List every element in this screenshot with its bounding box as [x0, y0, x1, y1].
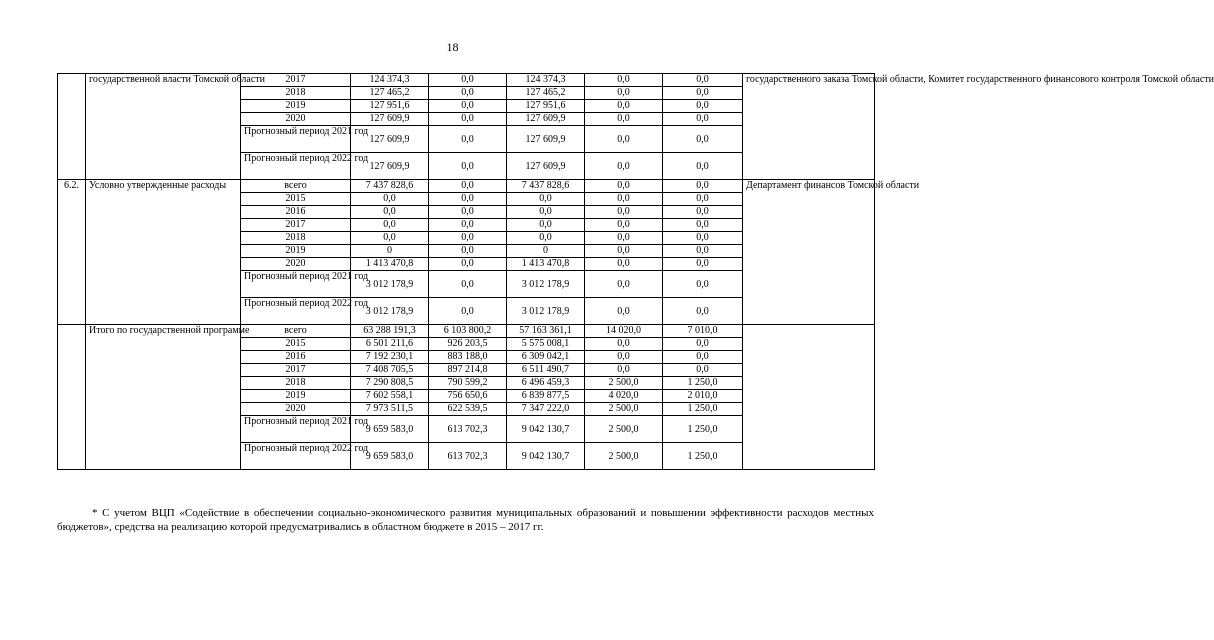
- period-cell: 2015: [241, 338, 351, 351]
- value-cell: 613 702,3: [429, 443, 507, 470]
- value-cell: 3 012 178,9: [507, 298, 585, 325]
- value-cell: 2 500,0: [585, 416, 663, 443]
- value-cell: 0,0: [663, 232, 743, 245]
- value-cell: 6 103 800,2: [429, 325, 507, 338]
- value-cell: 0,0: [429, 232, 507, 245]
- value-cell: 0,0: [429, 113, 507, 126]
- value-cell: 0,0: [663, 100, 743, 113]
- period-cell: 2018: [241, 377, 351, 390]
- value-cell: 9 042 130,7: [507, 416, 585, 443]
- period-cell: 2016: [241, 206, 351, 219]
- value-cell: 6 496 459,3: [507, 377, 585, 390]
- value-cell: 0,0: [585, 126, 663, 153]
- period-cell: 2019: [241, 390, 351, 403]
- value-cell: 883 188,0: [429, 351, 507, 364]
- value-cell: 127 609,9: [507, 153, 585, 180]
- value-cell: 1 250,0: [663, 403, 743, 416]
- value-cell: 0,0: [663, 153, 743, 180]
- value-cell: 14 020,0: [585, 325, 663, 338]
- value-cell: 0,0: [429, 153, 507, 180]
- value-cell: 0,0: [663, 180, 743, 193]
- page-number: 18: [446, 40, 459, 54]
- value-cell: 0,0: [663, 258, 743, 271]
- value-cell: 926 203,5: [429, 338, 507, 351]
- value-cell: 1 250,0: [663, 377, 743, 390]
- period-cell: Прогнозный период 2022 год: [241, 153, 351, 180]
- value-cell: 0,0: [663, 219, 743, 232]
- value-cell: 0,0: [585, 219, 663, 232]
- value-cell: 57 163 361,1: [507, 325, 585, 338]
- value-cell: 2 500,0: [585, 403, 663, 416]
- value-cell: 7 347 222,0: [507, 403, 585, 416]
- value-cell: 5 575 008,1: [507, 338, 585, 351]
- value-cell: 0,0: [429, 180, 507, 193]
- section-number: [58, 74, 86, 180]
- value-cell: 127 951,6: [351, 100, 429, 113]
- value-cell: 0,0: [429, 206, 507, 219]
- value-cell: 127 951,6: [507, 100, 585, 113]
- value-cell: 124 374,3: [351, 74, 429, 87]
- value-cell: 0,0: [585, 271, 663, 298]
- value-cell: 7 973 511,5: [351, 403, 429, 416]
- value-cell: 3 012 178,9: [351, 271, 429, 298]
- value-cell: 0,0: [507, 193, 585, 206]
- section-number: [58, 325, 86, 470]
- value-cell: 0,0: [585, 206, 663, 219]
- table-row: [58, 325, 875, 338]
- value-cell: 0,0: [663, 113, 743, 126]
- value-cell: 613 702,3: [429, 416, 507, 443]
- period-cell: 2020: [241, 403, 351, 416]
- value-cell: 7 437 828,6: [351, 180, 429, 193]
- value-cell: 1 413 470,8: [507, 258, 585, 271]
- value-cell: 0,0: [585, 298, 663, 325]
- value-cell: 0,0: [507, 206, 585, 219]
- period-cell: 2017: [241, 364, 351, 377]
- period-cell: Прогнозный период 2022 год: [241, 298, 351, 325]
- value-cell: 7 290 808,5: [351, 377, 429, 390]
- value-cell: 0,0: [429, 74, 507, 87]
- footnote: [57, 506, 874, 534]
- value-cell: 622 539,5: [429, 403, 507, 416]
- value-cell: 4 020,0: [585, 390, 663, 403]
- value-cell: 897 214,8: [429, 364, 507, 377]
- value-cell: 127 609,9: [351, 153, 429, 180]
- value-cell: 0,0: [663, 271, 743, 298]
- section-number: 6.2.: [58, 180, 86, 325]
- value-cell: 0: [351, 245, 429, 258]
- period-cell: 2016: [241, 351, 351, 364]
- value-cell: 0,0: [585, 153, 663, 180]
- value-cell: 0,0: [585, 180, 663, 193]
- section-name: Итого по государственной программе: [86, 325, 241, 470]
- value-cell: 0,0: [663, 74, 743, 87]
- period-cell: 2017: [241, 74, 351, 87]
- period-cell: 2015: [241, 193, 351, 206]
- table-row: [58, 180, 875, 193]
- value-cell: 0,0: [585, 74, 663, 87]
- value-cell: 0,0: [429, 193, 507, 206]
- period-cell: Прогнозный период 2022 год: [241, 443, 351, 470]
- period-cell: 2017: [241, 219, 351, 232]
- value-cell: 0,0: [585, 338, 663, 351]
- value-cell: 0,0: [663, 364, 743, 377]
- responsible-executor: [743, 325, 875, 470]
- value-cell: 0,0: [429, 87, 507, 100]
- value-cell: 7 010,0: [663, 325, 743, 338]
- program-funding-table: [57, 73, 1214, 470]
- value-cell: 790 599,2: [429, 377, 507, 390]
- value-cell: 0,0: [507, 232, 585, 245]
- period-cell: 2020: [241, 258, 351, 271]
- value-cell: 0,0: [663, 298, 743, 325]
- value-cell: 3 012 178,9: [351, 298, 429, 325]
- value-cell: 0,0: [585, 232, 663, 245]
- period-cell: Прогнозный период 2021 год: [241, 126, 351, 153]
- value-cell: 0,0: [351, 219, 429, 232]
- value-cell: 127 609,9: [351, 113, 429, 126]
- value-cell: 0,0: [663, 126, 743, 153]
- value-cell: 127 609,9: [351, 126, 429, 153]
- period-cell: 2020: [241, 113, 351, 126]
- value-cell: 9 042 130,7: [507, 443, 585, 470]
- value-cell: 0,0: [585, 100, 663, 113]
- value-cell: 0,0: [663, 245, 743, 258]
- value-cell: 0,0: [585, 351, 663, 364]
- value-cell: 0,0: [585, 193, 663, 206]
- value-cell: 6 309 042,1: [507, 351, 585, 364]
- value-cell: 0,0: [585, 245, 663, 258]
- responsible-executor: Департамент финансов Томской области: [743, 180, 875, 325]
- value-cell: 6 839 877,5: [507, 390, 585, 403]
- value-cell: 7 437 828,6: [507, 180, 585, 193]
- value-cell: 0,0: [429, 126, 507, 153]
- period-cell: всего: [241, 180, 351, 193]
- value-cell: 6 511 490,7: [507, 364, 585, 377]
- section-name: Условно утвержденные расходы: [86, 180, 241, 325]
- period-cell: 2018: [241, 232, 351, 245]
- value-cell: 0,0: [429, 271, 507, 298]
- value-cell: 127 609,9: [507, 113, 585, 126]
- value-cell: 0,0: [663, 193, 743, 206]
- value-cell: 127 609,9: [507, 126, 585, 153]
- value-cell: 1 413 470,8: [351, 258, 429, 271]
- value-cell: 0,0: [507, 219, 585, 232]
- period-cell: 2018: [241, 87, 351, 100]
- value-cell: 0,0: [585, 113, 663, 126]
- value-cell: 1 250,0: [663, 443, 743, 470]
- value-cell: 2 010,0: [663, 390, 743, 403]
- period-cell: Прогнозный период 2021 год: [241, 416, 351, 443]
- value-cell: 0,0: [351, 206, 429, 219]
- section-name: государственной власти Томской области: [86, 74, 241, 180]
- value-cell: 0,0: [585, 87, 663, 100]
- value-cell: 756 650,6: [429, 390, 507, 403]
- value-cell: 0,0: [663, 338, 743, 351]
- value-cell: 7 408 705,5: [351, 364, 429, 377]
- value-cell: 0,0: [429, 298, 507, 325]
- responsible-executor: государственного заказа Томской области, Комитет государственного финансового контроля Томской области: [743, 74, 875, 180]
- value-cell: 0,0: [429, 219, 507, 232]
- period-cell: всего: [241, 325, 351, 338]
- value-cell: 0,0: [429, 100, 507, 113]
- footnote-text: * С учетом ВЦП «Содействие в обеспечении социально-экономического развития муниципальных образований и повышении эффективности расходов местных бюджетов», средства на реализацию которой предусматривались в областном бюджете в 2015 – 2017 гг.: [57, 507, 874, 533]
- value-cell: 6 501 211,6: [351, 338, 429, 351]
- value-cell: 63 288 191,3: [351, 325, 429, 338]
- value-cell: 0,0: [663, 87, 743, 100]
- value-cell: 9 659 583,0: [351, 416, 429, 443]
- value-cell: 127 465,2: [507, 87, 585, 100]
- value-cell: 2 500,0: [585, 377, 663, 390]
- value-cell: 0,0: [351, 232, 429, 245]
- value-cell: 1 250,0: [663, 416, 743, 443]
- value-cell: 0,0: [585, 258, 663, 271]
- value-cell: 127 465,2: [351, 87, 429, 100]
- value-cell: 2 500,0: [585, 443, 663, 470]
- value-cell: 0,0: [663, 206, 743, 219]
- period-cell: Прогнозный период 2021 год: [241, 271, 351, 298]
- value-cell: 3 012 178,9: [507, 271, 585, 298]
- value-cell: 0,0: [663, 351, 743, 364]
- value-cell: 7 192 230,1: [351, 351, 429, 364]
- value-cell: 9 659 583,0: [351, 443, 429, 470]
- value-cell: 0: [507, 245, 585, 258]
- table-row: [58, 74, 875, 87]
- value-cell: 0,0: [351, 193, 429, 206]
- value-cell: 0,0: [429, 245, 507, 258]
- period-cell: 2019: [241, 245, 351, 258]
- period-cell: 2019: [241, 100, 351, 113]
- value-cell: 0,0: [429, 258, 507, 271]
- value-cell: 0,0: [585, 364, 663, 377]
- value-cell: 124 374,3: [507, 74, 585, 87]
- value-cell: 7 602 558,1: [351, 390, 429, 403]
